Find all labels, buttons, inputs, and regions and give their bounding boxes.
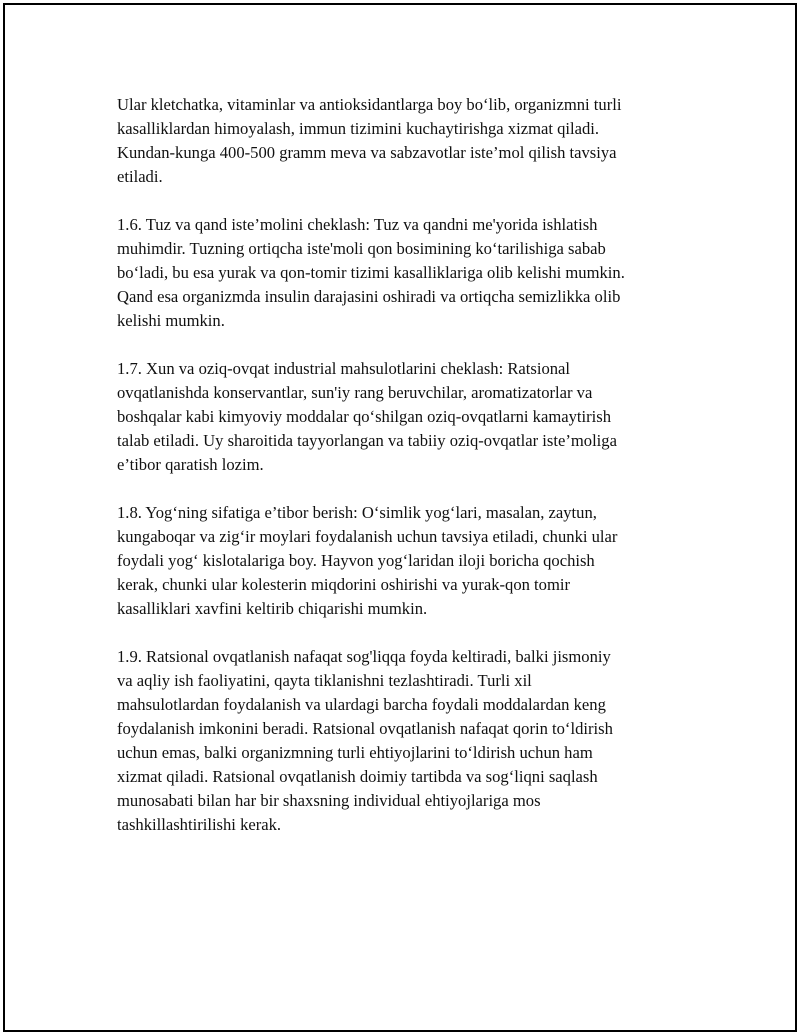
text-line: mahsulotlardan foydalanish va ulardagi barcha foydali moddalardan keng	[117, 695, 606, 714]
text-line: kasalliklari xavfini keltirib chiqarishi mumkin.	[117, 599, 428, 618]
text-line: foydalanish imkonini beradi. Ratsional ovqatlanish nafaqat qorin to‘ldirish	[117, 719, 613, 738]
text-line: e’tibor qaratish lozim.	[117, 455, 264, 474]
text-line: 1.7. Xun va oziq-ovqat industrial mahsulotlarini cheklash: Ratsional	[117, 359, 571, 378]
text-line: 1.8. Yog‘ning sifatiga e’tibor berish: O‘simlik yog‘lari, masalan, zaytun,	[117, 503, 597, 522]
paragraph-1-7	[117, 357, 687, 477]
text-line: bo‘ladi, bu esa yurak va qon-tomir tizimi kasalliklariga olib kelishi mumkin.	[117, 263, 625, 282]
paragraph-1-9	[117, 645, 687, 837]
text-line: kasalliklardan himoyalash, immun tizimini kuchaytirishga xizmat qiladi.	[117, 119, 600, 138]
text-line: 1.9. Ratsional ovqatlanish nafaqat sog'liqqa foyda keltiradi, balki jismoniy	[117, 647, 611, 666]
text-line: foydali yog‘ kislotalariga boy. Hayvon yog‘laridan iloji boricha qochish	[117, 551, 595, 570]
text-line: Qand esa organizmda insulin darajasini oshiradi va ortiqcha semizlikka olib	[117, 287, 621, 306]
text-line: 1.6. Tuz va qand iste’molini cheklash: Tuz va qandni me'yorida ishlatish	[117, 215, 598, 234]
text-line: xizmat qiladi. Ratsional ovqatlanish doimiy tartibda va sog‘liqni saqlash	[117, 767, 598, 786]
paragraph-1-8	[117, 501, 687, 621]
paragraph-intro	[117, 93, 687, 189]
document-body	[117, 93, 687, 861]
text-line: boshqalar kabi kimyoviy moddalar qo‘shilgan oziq-ovqatlarni kamaytirish	[117, 407, 612, 426]
text-line: Ular kletchatka, vitaminlar va antioksidantlarga boy bo‘lib, organizmni turli	[117, 95, 622, 114]
text-line: kungaboqar va zig‘ir moylari foydalanish uchun tavsiya etiladi, chunki ular	[117, 527, 618, 546]
text-line: ovqatlanishda konservantlar, sun'iy rang beruvchilar, aromatizatorlar va	[117, 383, 593, 402]
text-line: talab etiladi. Uy sharoitida tayyorlangan va tabiiy oziq-ovqatlar iste’moliga	[117, 431, 617, 450]
text-line: tashkillashtirilishi kerak.	[117, 815, 282, 834]
text-line: etiladi.	[117, 167, 163, 186]
text-line: va aqliy ish faoliyatini, qayta tiklanishni tezlashtiradi. Turli xil	[117, 671, 532, 690]
paragraph-1-6	[117, 213, 687, 333]
text-line: Kundan-kunga 400-500 gramm meva va sabzavotlar iste’mol qilish tavsiya	[117, 143, 617, 162]
text-line: kelishi mumkin.	[117, 311, 225, 330]
text-line: kerak, chunki ular kolesterin miqdorini oshirishi va yurak-qon tomir	[117, 575, 571, 594]
text-line: uchun emas, balki organizmning turli ehtiyojlarini to‘ldirish uchun ham	[117, 743, 593, 762]
text-line: muhimdir. Tuzning ortiqcha iste'moli qon bosimining ko‘tarilishiga sabab	[117, 239, 606, 258]
text-line: munosabati bilan har bir shaxsning individual ehtiyojlariga mos	[117, 791, 541, 810]
